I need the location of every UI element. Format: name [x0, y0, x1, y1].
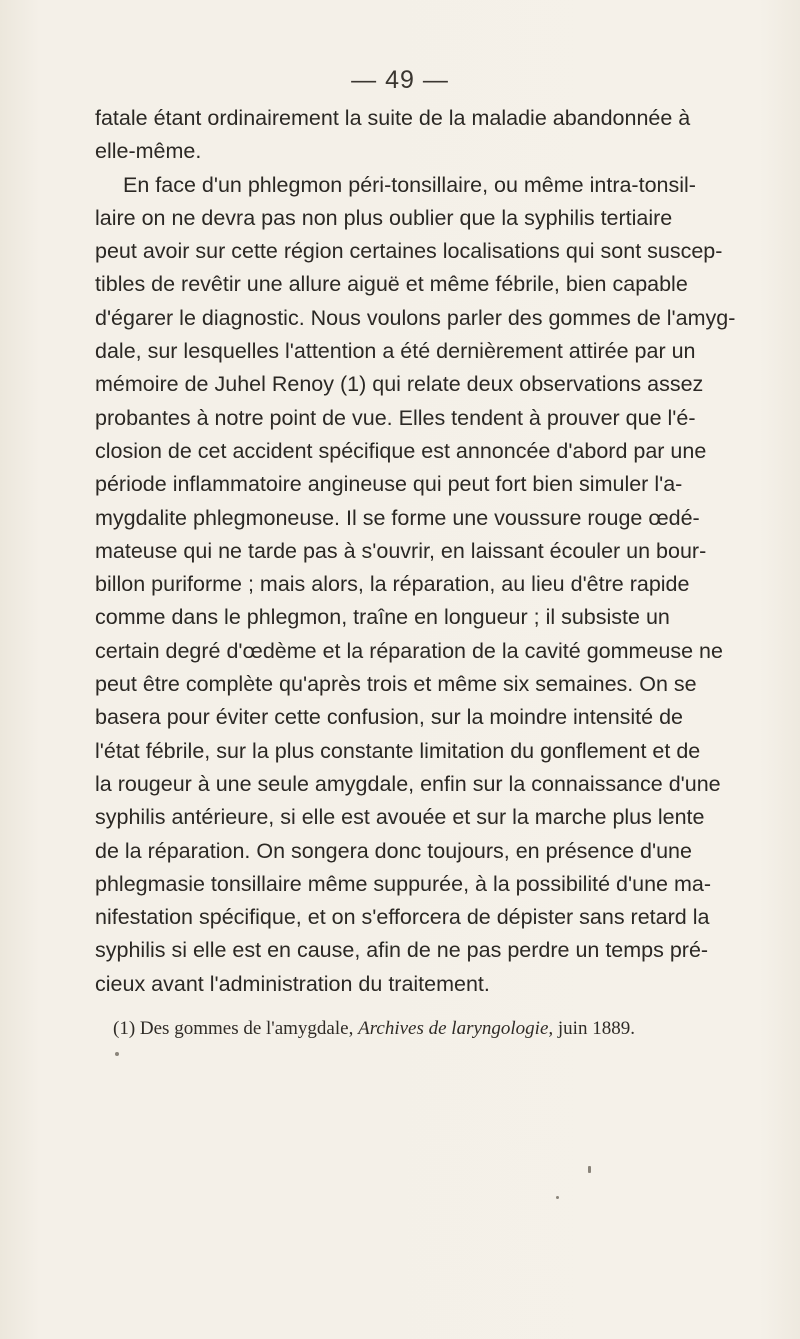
text-line: tibles de revêtir une allure aiguë et même fébrile, bien capable: [95, 272, 688, 297]
paper-speck: [588, 1166, 591, 1173]
footnote-journal: Archives de laryngologie,: [358, 1018, 554, 1039]
text-line: billon puriforme ; mais alors, la réparation, au lieu d'être rapide: [95, 572, 690, 597]
text-line: basera pour éviter cette confusion, sur la moindre intensité de: [95, 705, 683, 730]
body-text: [95, 102, 736, 1001]
paragraph-1: [95, 102, 691, 169]
text-line: cieux avant l'administration du traitement.: [95, 971, 490, 996]
text-line: la rougeur à une seule amygdale, enfin sur la connaissance d'une: [95, 771, 721, 796]
text-line: syphilis antérieure, si elle est avouée et sur la marche plus lente: [95, 805, 705, 830]
text-line: certain degré d'œdème et la réparation de la cavité gommeuse ne: [95, 638, 723, 663]
text-line: dale, sur lesquelles l'attention a été dernièrement attirée par un: [95, 339, 696, 364]
text-line: elle-même.: [95, 139, 202, 164]
text-line: fatale étant ordinairement la suite de la maladie abandonnée à: [95, 106, 691, 130]
text-line: période inflammatoire angineuse qui peut fort bien simuler l'a-: [95, 472, 683, 497]
footnote-title: (1) Des gommes de l'amygdale,: [113, 1018, 354, 1039]
text-line: closion de cet accident spécifique est annoncée d'abord par une: [95, 438, 707, 463]
footnote-date: juin 1889.: [557, 1018, 635, 1039]
text-line: syphilis si elle est en cause, afin de ne pas perdre un temps pré-: [95, 938, 709, 963]
text-line: nifestation spécifique, et on s'efforcera de dépister sans retard la: [95, 905, 710, 930]
footnote: [113, 1018, 693, 1040]
text-line: comme dans le phlegmon, traîne en longueur ; il subsiste un: [95, 605, 670, 630]
text-line: mémoire de Juhel Renoy (1) qui relate deux observations assez: [95, 372, 704, 397]
text-line: phlegmasie tonsillaire même suppurée, à la possibilité d'une ma-: [95, 871, 711, 896]
text-line: de la réparation. On songera donc toujours, en présence d'une: [95, 838, 692, 863]
text-line: mygdalite phlegmoneuse. Il se forme une voussure rouge œdé-: [95, 505, 700, 530]
text-line: laire on ne devra pas non plus oublier que la syphilis tertiaire: [95, 205, 673, 230]
text-line: peut avoir sur cette région certaines localisations qui sont suscep-: [95, 239, 723, 264]
text-line: l'état fébrile, sur la plus constante limitation du gonflement et de: [95, 738, 701, 763]
paper-speck: [115, 1052, 119, 1056]
paragraph-2: [95, 169, 736, 1001]
text-line: En face d'un phlegmon péri-tonsillaire, ou même intra-tonsil-: [123, 172, 696, 197]
text-line: probantes à notre point de vue. Elles tendent à prouver que l'é-: [95, 405, 696, 430]
page-number: — 49 —: [351, 66, 449, 94]
text-line: d'égarer le diagnostic. Nous voulons parler des gommes de l'amyg-: [95, 305, 736, 330]
text-line: peut être complète qu'après trois et même six semaines. On se: [95, 672, 697, 697]
paper-speck: [556, 1196, 559, 1199]
text-line: mateuse qui ne tarde pas à s'ouvrir, en laissant écouler un bour-: [95, 538, 707, 563]
